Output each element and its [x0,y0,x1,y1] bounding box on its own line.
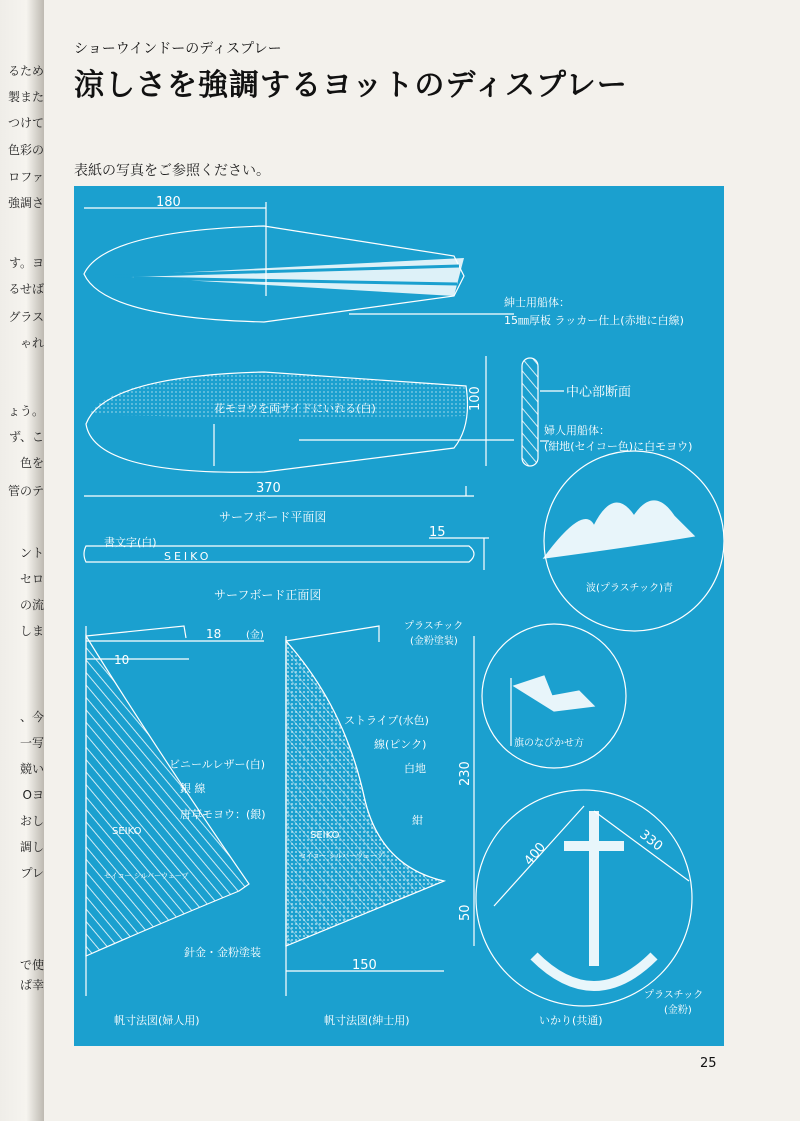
anchor-plastic-2: (金粉) [664,1005,692,1016]
previous-page-line: 競い [19,762,44,776]
previous-page-line: るせば [8,282,44,296]
sail-men-label: 帆寸法図(紳士用) [324,1014,410,1027]
women-hull-label-2: (紺地(セイコー色)に白モヨウ) [544,440,693,453]
previous-page-line: 調し [19,840,44,854]
dim-15: 15 [429,525,446,540]
surfboard-front-label: サーフボード正面図 [214,588,322,602]
white-ground-label: 白地 [404,762,426,775]
previous-page-line: つけて [7,116,44,130]
dim-150: 150 [352,958,377,973]
silver-line-label: 銀 線 [180,782,206,795]
stripe-label: ストライプ(水色) [344,714,429,727]
previous-page-line: ゃれ [19,336,44,350]
women-hull-label-1: 婦人用船体： [544,424,610,437]
dim-400: 400 [521,839,550,869]
wave-label: 波(プラスチック)青 [586,583,674,594]
section-subtitle: ショーウインドーのディスプレー [74,41,282,57]
dim-100: 100 [468,386,483,411]
previous-page-line: るため [7,64,44,78]
previous-page-line: ょう。 [7,404,44,418]
center-section-shape [522,358,538,466]
flag-shape [514,676,594,711]
blueprint-panel [74,186,724,1046]
seiko-small-men: セイコー シルバーウェーブ [299,852,384,860]
previous-page-line: で使 [19,958,44,972]
reference-note: 表紙の写真をご参照ください。 [74,163,270,179]
women-hull-side-view [84,356,514,496]
anchor-plastic-1: プラスチック [644,990,704,1001]
previous-page-line: す。ヨ [8,256,44,270]
previous-page-line: 強調さ [7,196,44,210]
sail-men [286,626,474,996]
anchor-shape [534,811,654,986]
line-pink-label: 線(ピンク) [374,738,427,751]
dim-50: 50 [458,904,473,921]
previous-page-line: おし [19,814,44,828]
men-hull-plan-view [84,202,514,322]
previous-page-line: ず、こ [8,430,44,444]
previous-page-line: ロファ [8,170,44,184]
flag-label: 旗のなびかせ方 [514,738,584,749]
seiko-lettering: SEIKO [164,550,212,563]
previous-page-line: Oヨ [22,788,44,802]
anchor-detail-circle [476,790,692,1006]
previous-page-line: 色を [19,456,44,470]
men-hull-label-1: 紳士用船体： [504,296,570,309]
navy-label: 紺 [412,814,423,827]
surfboard-plan-label: サーフボード平面図 [219,510,327,524]
seiko-badge-men: SEIKO [310,830,340,841]
previous-page-line: プレ [20,866,44,880]
seiko-small-women: セイコー シルバーウェーブ [104,872,189,880]
karakusa-label: 唐草モヨウ：(銀) [180,808,266,821]
previous-page-line: 製また [7,90,44,104]
lettering-note: 書文字(白) [104,536,157,549]
previous-page-line: ぱ幸 [19,978,44,992]
previous-page-line: ント [19,546,44,560]
previous-page-line: の流 [19,598,44,612]
page-number: 25 [700,1056,717,1071]
blueprint-diagram [74,186,724,1046]
plastic-gold-1: プラスチック [404,621,464,632]
dim-10: 10 [114,653,130,667]
plastic-gold-2: (金粉塗装) [410,636,458,647]
dim-18-unit: (金) [246,630,264,641]
previous-page-line: しま [19,624,44,638]
page-title: 涼しさを強調するヨットのディスプレー [74,68,628,103]
previous-page-line: 色彩の [7,143,44,157]
previous-page-line: 管のテ [7,484,44,498]
dim-330: 330 [636,827,666,855]
wave-shape [544,501,694,558]
wire-gold-label: 針金・金粉塗装 [184,946,261,959]
dim-180: 180 [156,195,181,210]
previous-page-line: 一写 [19,736,44,750]
dim-18: 18 [206,627,222,641]
seiko-badge-women: SEIKO [112,826,142,837]
men-hull-label-2: 15㎜厚板 ラッカー仕上(赤地に白線) [504,314,684,327]
previous-page-line: グラス [8,310,44,324]
sail-women-label: 帆寸法図(婦人用) [114,1014,200,1027]
dim-370: 370 [256,481,281,496]
flower-pattern-note: 花モヨウを両サイドにいれる(白) [214,402,376,415]
previous-page-line: 、今 [19,710,44,724]
anchor-label: いかり(共通) [539,1014,603,1027]
previous-page-line: セロ [19,572,44,586]
center-section-label: 中心部断面 [566,385,632,400]
vinyl-leather-label: ビニールレザー(白) [169,758,266,771]
dim-230: 230 [458,761,473,786]
